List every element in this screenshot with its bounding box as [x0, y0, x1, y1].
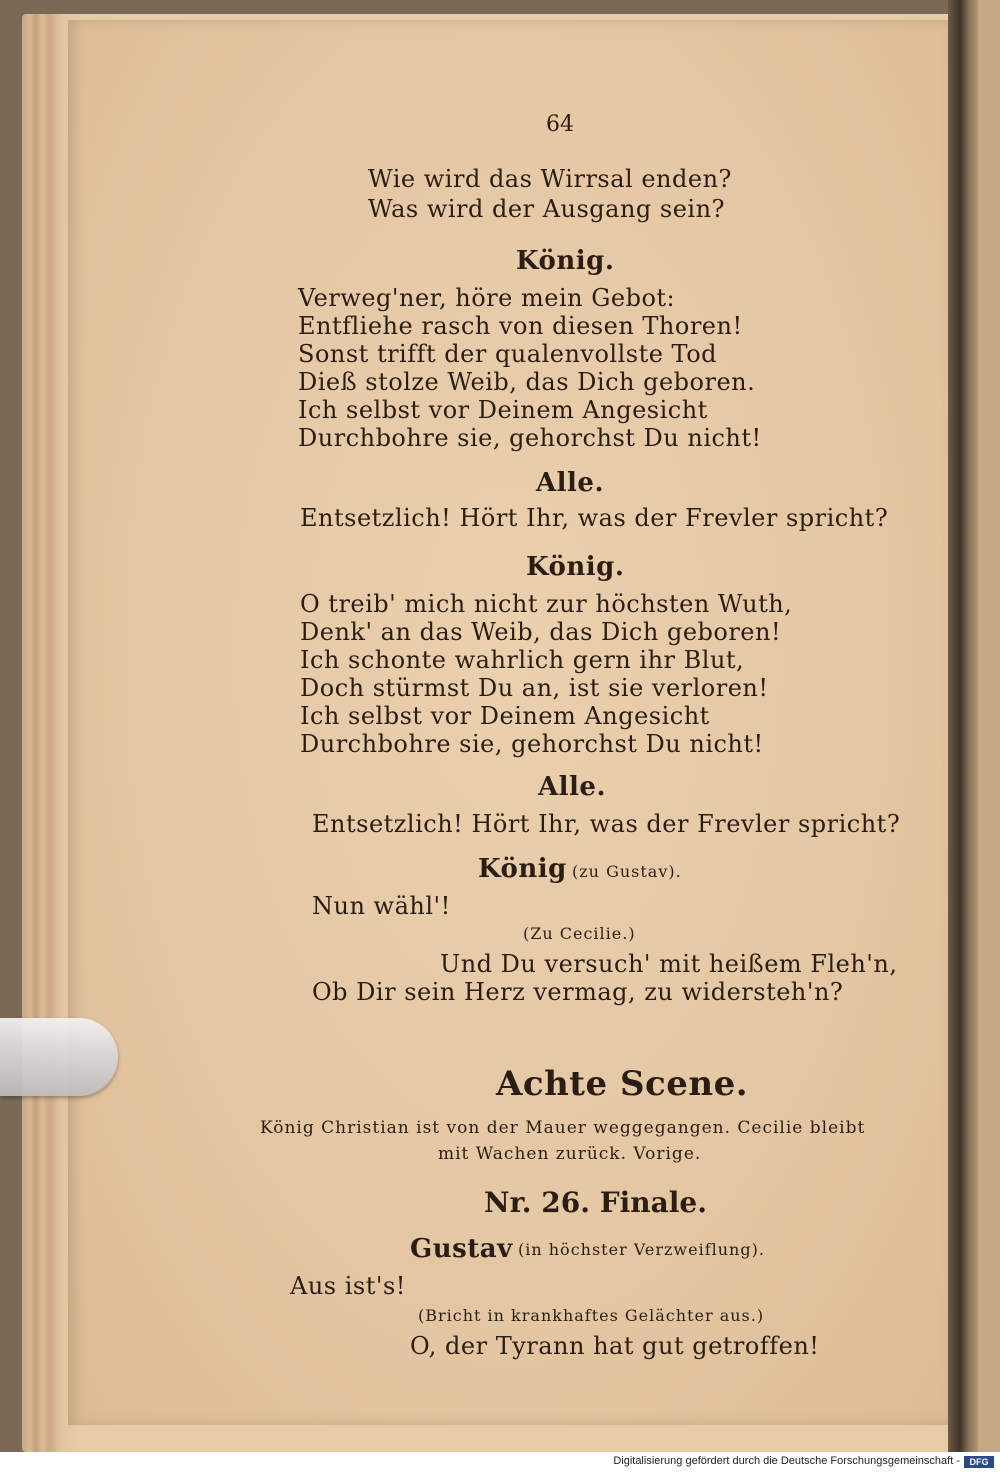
- verse-line: O, der Tyrann hat gut getroffen!: [410, 1332, 820, 1360]
- stage-direction: (Zu Cecilie.): [523, 924, 636, 943]
- verse-line: Und Du versuch' mit heißem Fleh'n,: [440, 950, 898, 978]
- footer-credit: Digitalisierung gefördert durch die Deutsche Forschungsgemeinschaft -: [613, 1455, 960, 1467]
- book-spine-shadow: [948, 0, 978, 1452]
- stage-note: (zu Gustav).: [572, 862, 682, 881]
- speaker-name: König.: [526, 552, 625, 582]
- stage-direction: (Bricht in krankhaftes Gelächter aus.): [418, 1306, 765, 1325]
- verse-line: Dieß stolze Weib, das Dich geboren.: [298, 368, 756, 396]
- book-page: [68, 20, 948, 1425]
- verse-line: Entsetzlich! Hört Ihr, was der Frevler spricht?: [300, 504, 889, 532]
- verse-line: Durchbohre sie, gehorchst Du nicht!: [300, 730, 764, 758]
- speaker-name: Alle.: [538, 772, 607, 802]
- verse-line: Wie wird das Wirrsal enden?: [368, 165, 732, 193]
- scene-title: Achte Scene.: [496, 1064, 749, 1104]
- scene-stage-direction: König Christian ist von der Mauer weggegangen. Cecilie bleibt: [260, 1118, 866, 1138]
- verse-line: Aus ist's!: [290, 1272, 406, 1300]
- verse-line: Nun wähl'!: [312, 892, 451, 920]
- verse-line: Ich schonte wahrlich gern ihr Blut,: [300, 646, 745, 674]
- verse-line: Denk' an das Weib, das Dich geboren!: [300, 618, 782, 646]
- stage-note: (in höchster Verzweiflung).: [518, 1240, 765, 1259]
- footer-bar: [0, 1452, 1000, 1472]
- verse-line: Sonst trifft der qualenvollste Tod: [298, 340, 718, 368]
- verse-line: Entfliehe rasch von diesen Thoren!: [298, 312, 743, 340]
- verse-line: Ich selbst vor Deinem Angesicht: [298, 396, 708, 424]
- number-heading: Nr. 26. Finale.: [484, 1186, 707, 1219]
- page-clip: [0, 1018, 118, 1096]
- scene-stage-direction: mit Wachen zurück. Vorige.: [438, 1144, 702, 1164]
- verse-line: Durchbohre sie, gehorchst Du nicht!: [298, 424, 762, 452]
- speaker-name: Gustav: [410, 1234, 513, 1264]
- verse-line: O treib' mich nicht zur höchsten Wuth,: [300, 590, 793, 618]
- verse-line: Was wird der Ausgang sein?: [368, 195, 725, 223]
- speaker-name: Alle.: [536, 468, 605, 498]
- speaker-name: König.: [516, 246, 615, 276]
- speaker-name: König: [478, 854, 567, 884]
- dfg-logo: DFG: [964, 1456, 994, 1468]
- facing-page-edge: [978, 0, 1000, 1452]
- verse-line: Doch stürmst Du an, ist sie verloren!: [300, 674, 769, 702]
- verse-line: Verweg'ner, höre mein Gebot:: [298, 284, 676, 312]
- verse-line: Ich selbst vor Deinem Angesicht: [300, 702, 710, 730]
- page-number: 64: [546, 112, 574, 137]
- verse-line: Entsetzlich! Hört Ihr, was der Frevler spricht?: [312, 810, 901, 838]
- verse-line: Ob Dir sein Herz vermag, zu widersteh'n?: [312, 978, 844, 1006]
